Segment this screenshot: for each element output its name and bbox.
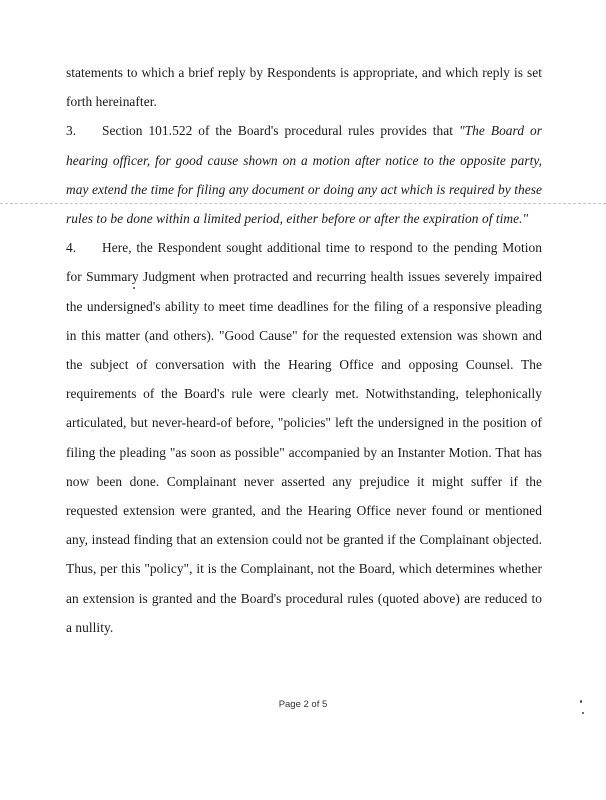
paragraph-3-number: 3.: [66, 123, 77, 139]
paragraph-3-quote: "The Board or hearing officer, for good cause shown on a motion after notice to the opposite party, may extend the time for filing any document or doing any act which is required by these rules to be done within a limited period, either before or after the expiration of time.": [66, 123, 542, 227]
document-body: [66, 58, 542, 642]
scan-speck: [133, 287, 135, 289]
scan-speck: [582, 712, 584, 714]
paragraph-3-lead: Section 101.522 of the Board's procedural rules provides that: [102, 123, 459, 139]
paragraph-4-number: 4.: [66, 240, 77, 256]
paragraph-intro-continuation: statements to which a brief reply by Respondents is appropriate, and which reply is set forth hereinafter.: [66, 65, 542, 110]
paragraph-3: [66, 116, 542, 233]
paragraph-4: [66, 233, 542, 642]
paragraph-4-text: Here, the Respondent sought additional time to respond to the pending Motion for Summary Judgment when protracted and recurring health issues severely impaired the undersigned's ability to meet time deadlines for the filing of a responsive pleading in this matter (and others). "Good Cause" for the requested extension was shown and the subject of conversation with the Hearing Office and opposing Counsel. The requirements of the Board's rule were clearly met. Notwithstanding, telephonically articulated, but never-heard-of before, "policies" left the undersigned in the position of filing the pleading "as soon as possible" accompanied by an Instanter Motion. That has now been done. Complainant never asserted any prejudice it might suffer if the requested extension were granted, and the Hearing Office never found or mentioned any, instead finding that an extension could not be granted if the Complainant objected. Thus, per this "policy", it is the Complainant, not the Board, which determines whether an extension is granted and the Board's procedural rules (quoted above) are reduced to a nullity.: [66, 240, 542, 635]
page-number-footer: Page 2 of 5: [278, 699, 328, 710]
